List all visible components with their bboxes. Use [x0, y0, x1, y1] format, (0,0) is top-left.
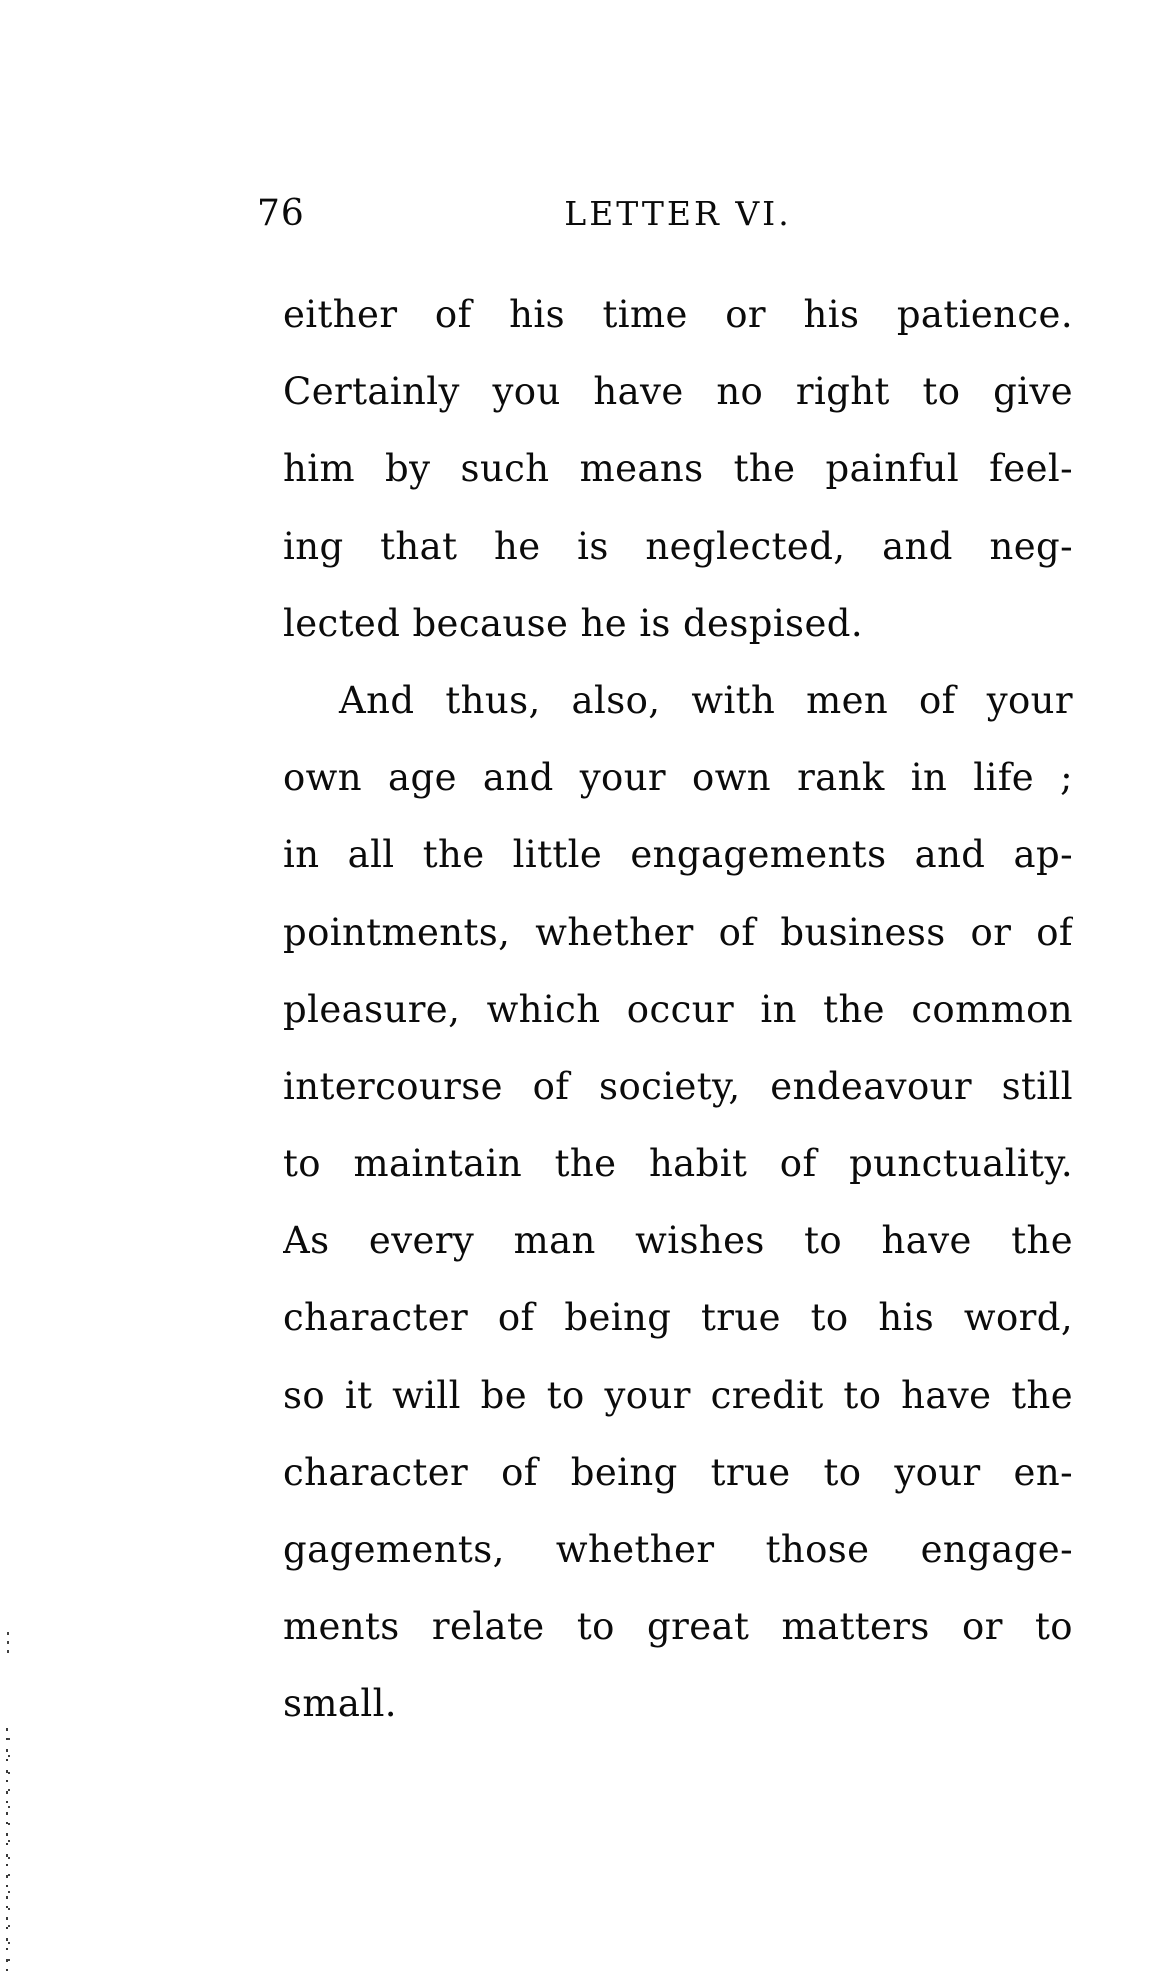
text-line: small.: [283, 1682, 397, 1726]
text-line: own age and your own rank in life ;: [283, 756, 1073, 800]
text-line: intercourse of society, endeavour still: [283, 1064, 1073, 1108]
page-number: 76: [257, 193, 305, 234]
text-line: As every man wishes to have the: [283, 1219, 1073, 1263]
text-line: in all the little engagements and ap-: [283, 833, 1073, 877]
text-line: ments relate to great matters or to: [283, 1605, 1073, 1649]
text-line: either of his time or his patience.: [283, 293, 1073, 336]
text-line: And thus, also, with men of your: [339, 678, 1073, 722]
text-line: pointments, whether of business or of: [283, 910, 1073, 954]
body-text: [283, 276, 1073, 1743]
scan-gutter-artifact: [6, 1728, 10, 1976]
text-line: lected because he is despised.: [283, 601, 863, 645]
text-line: character of being true to his word,: [283, 1296, 1073, 1340]
text-line: him by such means the painful feel-: [283, 447, 1073, 491]
text-line: gagements, whether those engage-: [283, 1528, 1073, 1571]
text-line: to maintain the habit of punctuality.: [283, 1142, 1073, 1186]
text-line: pleasure, which occur in the common: [283, 987, 1073, 1031]
text-line: Certainly you have no right to give: [283, 370, 1073, 414]
text-line: ing that he is neglected, and neg-: [283, 524, 1073, 568]
running-title: LETTER VI.: [564, 194, 792, 233]
page-header: [257, 188, 1073, 240]
text-line: so it will be to your credit to have the: [283, 1373, 1073, 1417]
text-line: character of being true to your en-: [283, 1450, 1073, 1494]
